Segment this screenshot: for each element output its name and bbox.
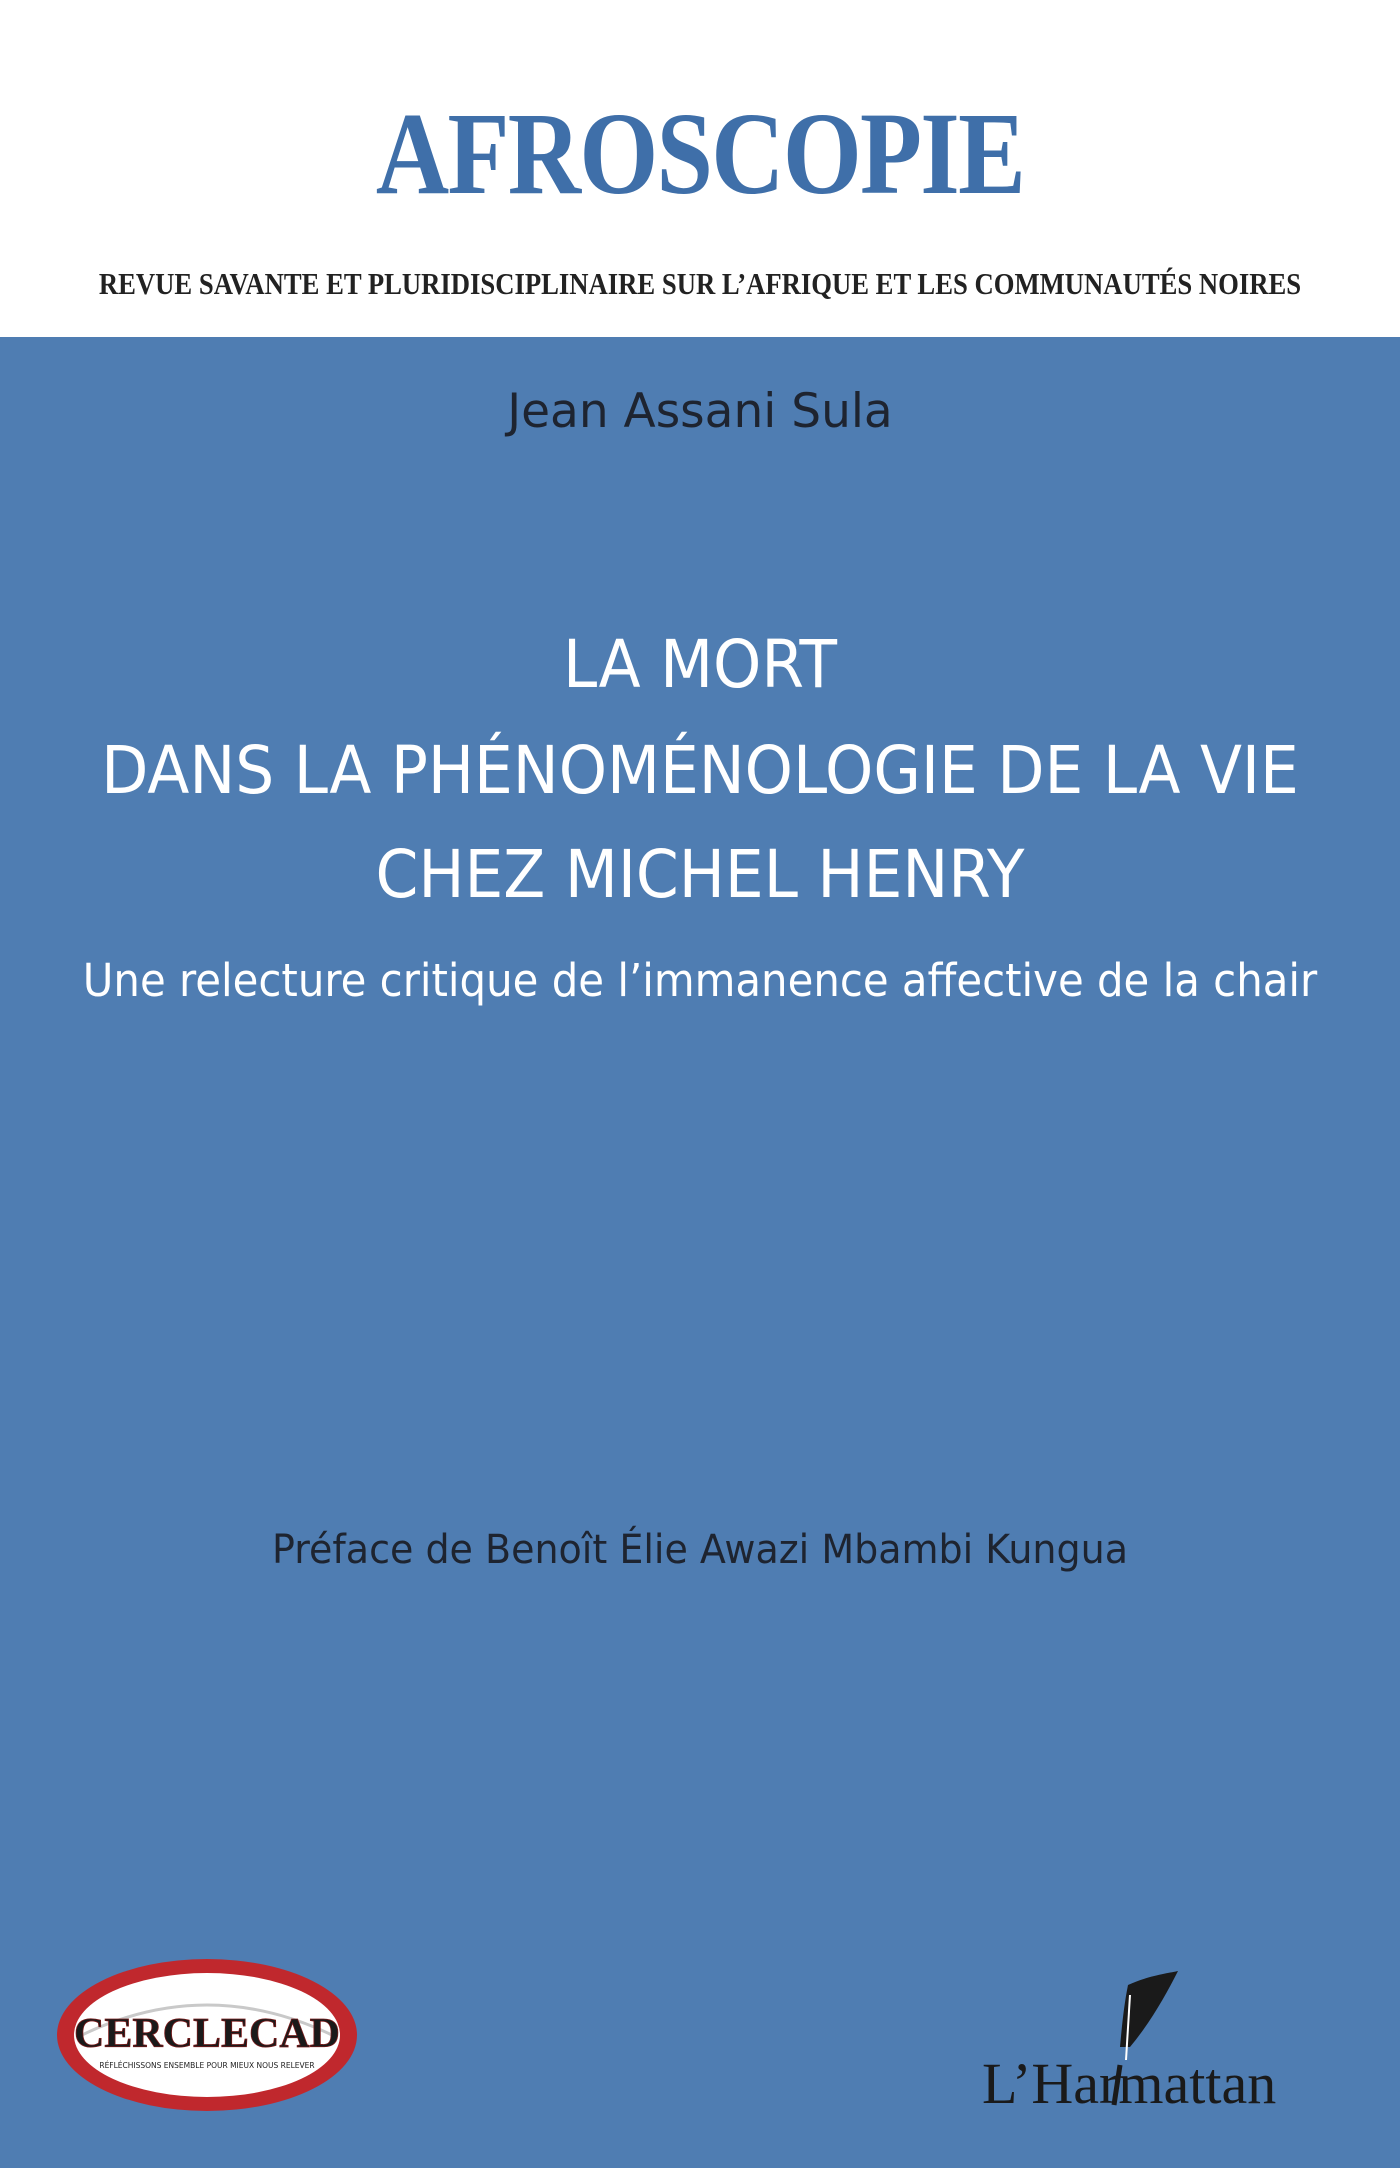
publisher-logo (980, 1965, 1360, 2130)
publisher-name: L’Harmattan (982, 2051, 1277, 2116)
book-title-line-3: CHEZ MICHEL HENRY (375, 836, 1025, 913)
preface-credit: Préface de Benoît Élie Awazi Mbambi Kungua (272, 1527, 1128, 1573)
author-name: Jean Assani Sula (507, 384, 893, 439)
book-title-line-2: DANS LA PHÉNOMÉNOLOGIE DE LA VIE (101, 732, 1299, 809)
series-header (0, 0, 1400, 337)
book-subtitle: Une relecture critique de l’immanence affective de la chair (82, 954, 1318, 1007)
series-title: AFROSCOPIE (375, 88, 1025, 219)
book-title-line-1: LA MORT (562, 626, 838, 703)
cerclecad-logo (52, 1955, 362, 2115)
cerclecad-tagline: RÉFLÉCHISSONS ENSEMBLE POUR MIEUX NOUS RELEVER (99, 2061, 315, 2070)
series-subtitle: REVUE SAVANTE ET PLURIDISCIPLINAIRE SUR L’AFRIQUE ET LES COMMUNAUTÉS NOIRES (98, 266, 1302, 301)
cerclecad-name: CERCLECAD (73, 2011, 341, 2057)
